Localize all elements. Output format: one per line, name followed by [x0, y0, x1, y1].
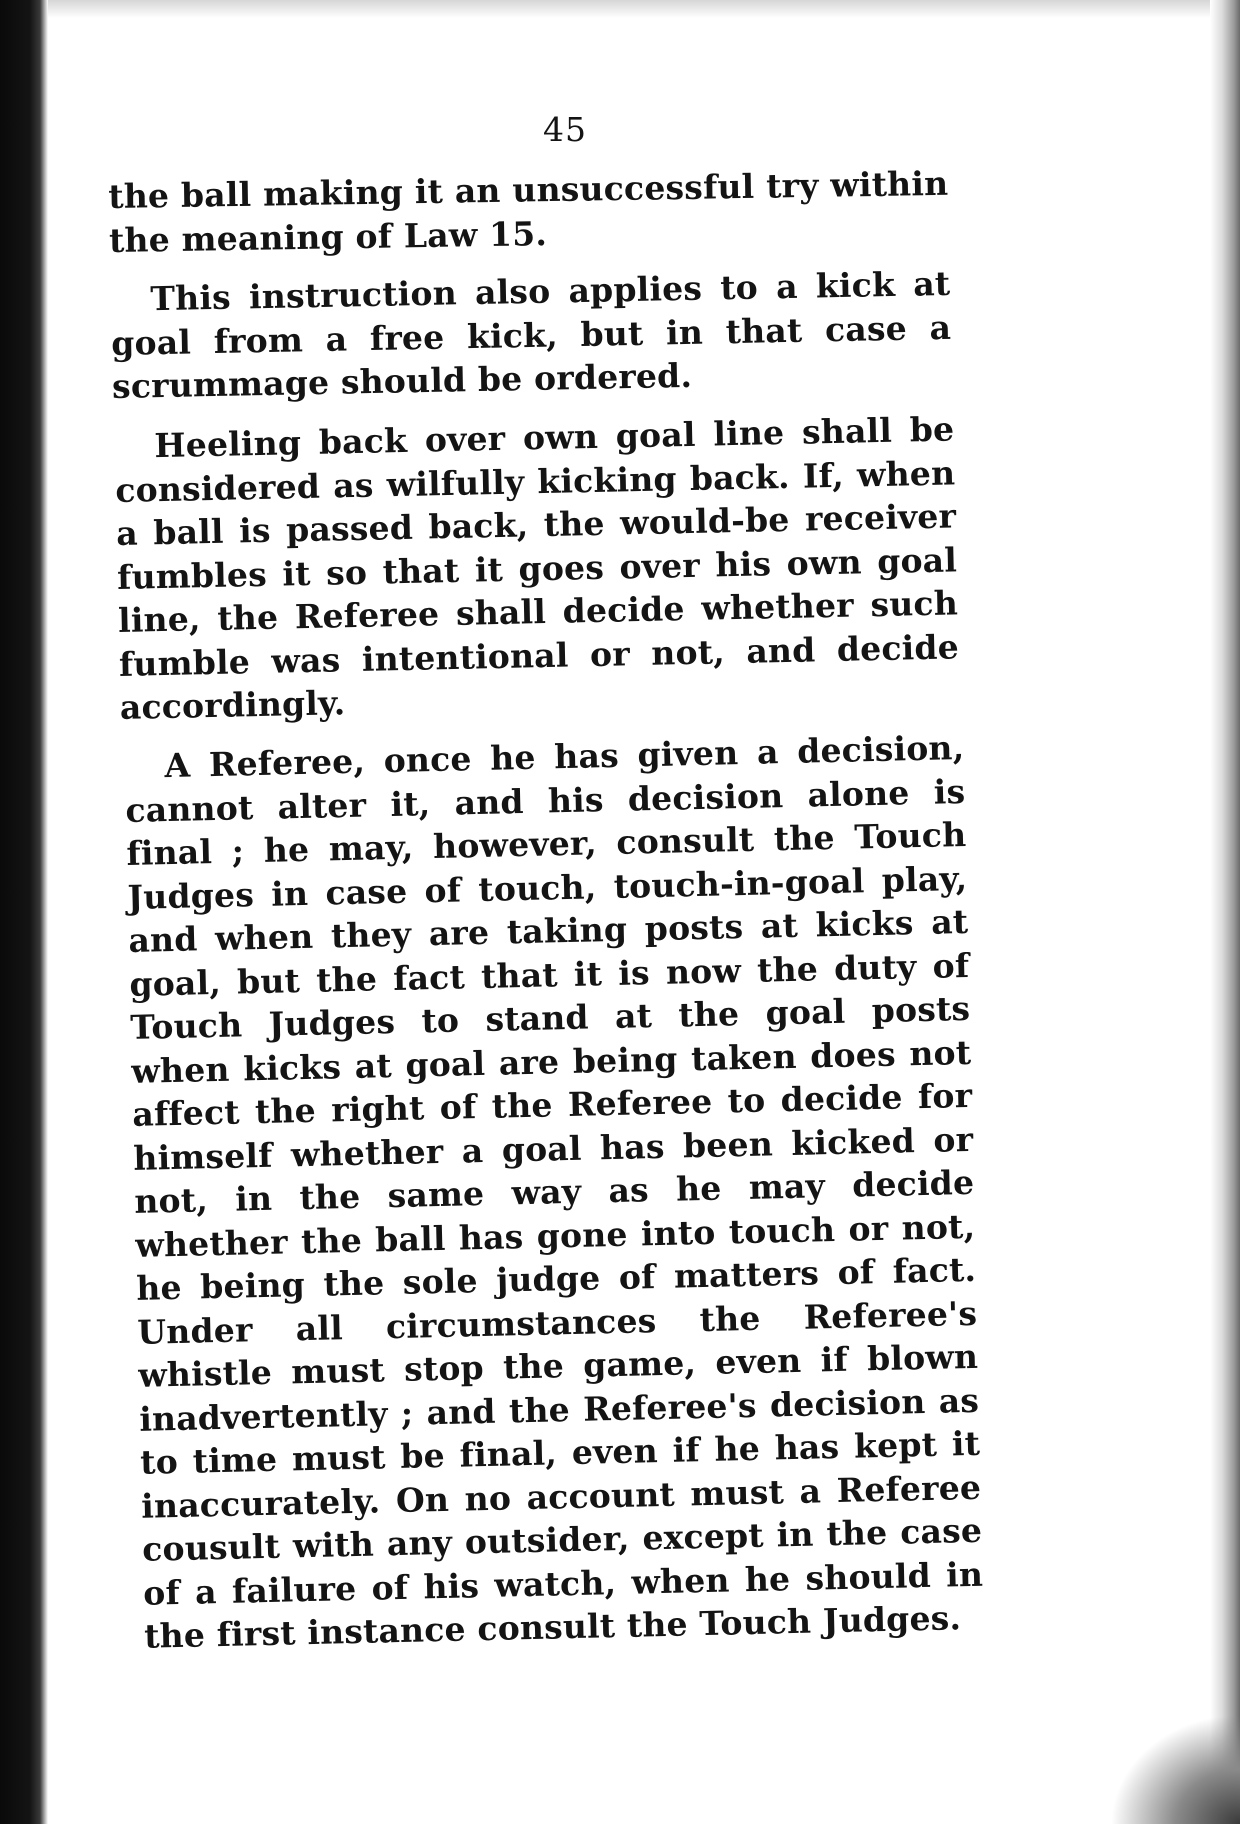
page-number: 45 [543, 110, 587, 149]
top-edge-shadow [48, 0, 1210, 18]
paragraph-referee-decision: A Referee, once he has given a decision, cannot alter it, and his decision alone is final ; he may, however, consult the Touch Judges in case of touch, touch-in-goal play, and when they are taking posts at kicks at goal, but the fact that it is now the duty of Touch Judges to stand at the goal posts when kicks at goal are being taken does not affect the right of the Referee to decide for himself whether a goal has been kicked or not, in the same way as he may decide whether the ball has gone into touch or not, he being the sole judge of matters of fact. Under all circumstances the Referee's whistle must stop the game, even if blown inadvertently ; and the Referee's decision as to time must be final, even if he has kept it inaccurately. On no account must a Referee cousult with any outsider, except in the case of a failure of his watch, when he should in the first instance consult the Touch Judges. [125, 727, 984, 1656]
paragraph-free-kick: This instruction also applies to a kick at goal from a free kick, but in that case a scrummage should be ordered. [110, 263, 952, 406]
page-content [100, 110, 1000, 1675]
paragraph-heeling-back: Heeling back over own goal line shall be considered as wilfully kicking back. If, when a ball is passed back, the would-be receiver fumbles it so that it goes over his own goal line, the Referee shall decide whether such fumble was intentional or not, and decide accordingly. [114, 408, 960, 727]
book-binding-shadow [0, 0, 48, 1824]
paragraph-continued: the ball making it an unsuccessful try within the meaning of Law 15. [108, 163, 949, 260]
page-corner-curl [1110, 1714, 1240, 1824]
page-right-edge [1210, 0, 1240, 1824]
